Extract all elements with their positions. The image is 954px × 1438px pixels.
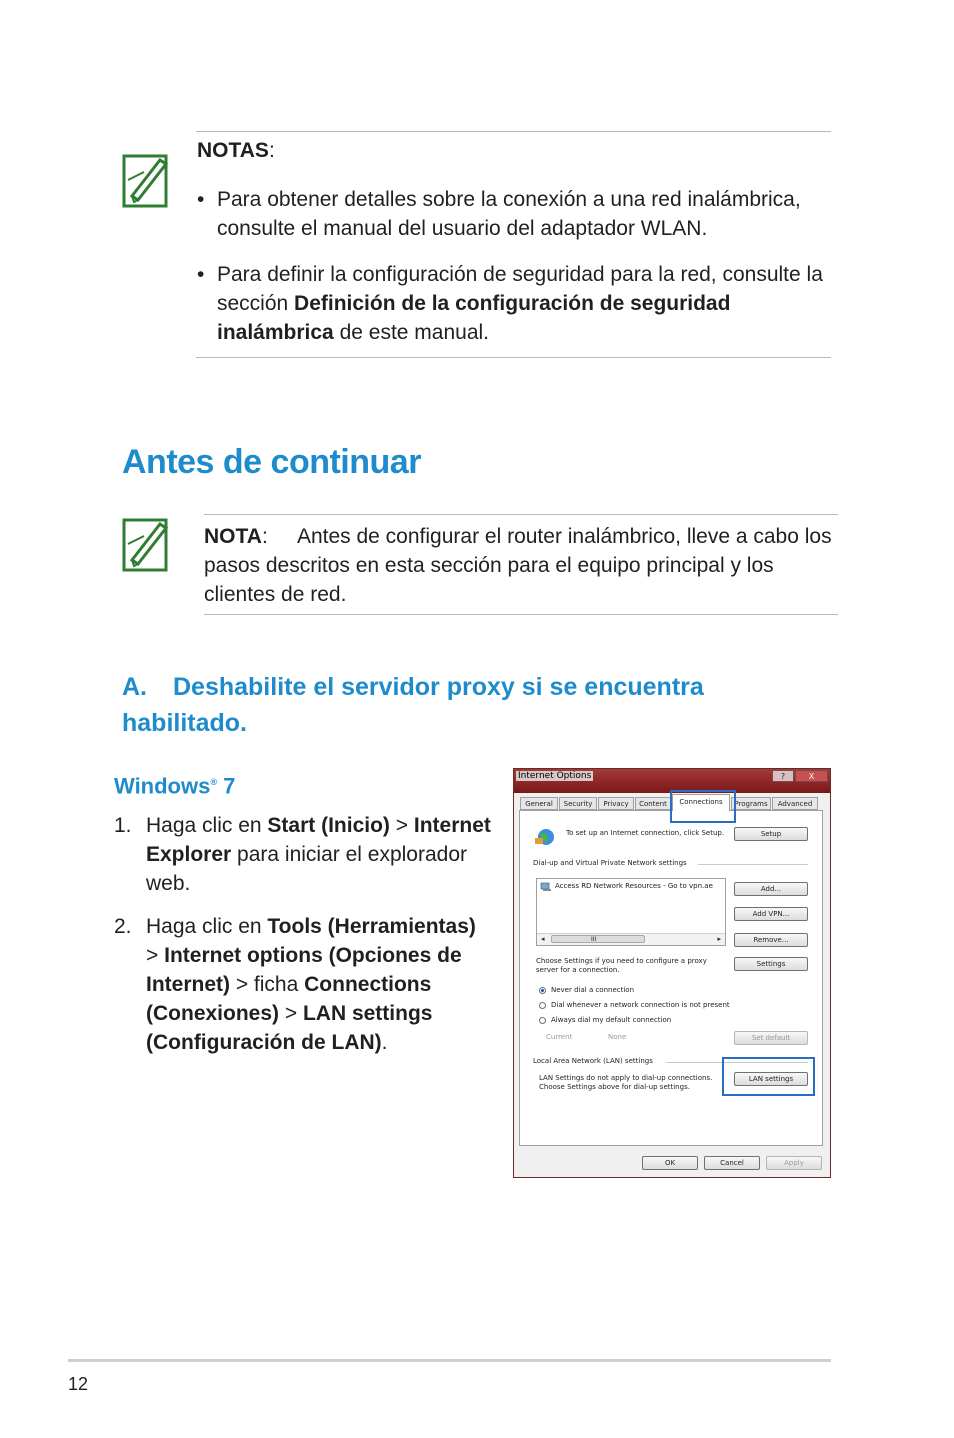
subsection-letter: A. [122,673,147,701]
close-button[interactable]: X [795,770,828,782]
notes-top-rule [196,131,831,132]
radio-always-dial-label: Always dial my default connection [551,1016,672,1024]
note-pencil-icon [122,150,170,208]
notes-label: NOTAS [197,139,269,162]
step-1-text [146,811,498,898]
step-1-b2: Internet Explorer [146,814,491,866]
radio-dial-whenever[interactable] [539,1002,546,1009]
set-default-button[interactable]: Set default [734,1031,808,1045]
step-1-b1: Start (Inicio) [267,814,390,837]
step-1-t2: > [389,814,414,837]
tab-programs[interactable]: Programs [731,797,771,810]
add-vpn-button[interactable]: Add VPN... [734,907,808,921]
step-2-t3: > ficha [230,973,305,996]
bullet-1: • [197,188,205,211]
highlight-lan-settings-button [722,1057,815,1096]
help-button[interactable]: ? [772,770,794,782]
tab-connections[interactable]: Connections [672,794,730,811]
globe-icon [534,827,556,847]
step-1-t1: Haga clic en [146,814,268,837]
os-name: Windows [114,773,211,799]
scroll-thumb[interactable] [551,935,645,943]
step-2-t2: > [146,944,165,967]
scroll-thumb-grip: III [591,936,597,943]
radio-never-dial-label: Never dial a connection [551,986,635,994]
step-2-number: 2. [114,915,132,938]
dialup-group-line [698,864,808,865]
horizontal-scrollbar[interactable] [537,933,725,945]
current-label: Current [546,1033,573,1041]
internet-options-dialog [513,768,831,1178]
notes-item-2-post: de este manual. [333,321,489,344]
note2-top-rule [204,514,838,515]
setup-button[interactable]: Setup [734,827,808,841]
tab-content[interactable]: Content [635,797,671,810]
scroll-left-arrow[interactable]: ◂ [541,935,545,943]
bullet-2: • [197,263,205,286]
setup-text: To set up an Internet connection, click Setup. [566,829,725,837]
step-2-t1: Haga clic en [146,915,268,938]
step-2-b3: Connections (Conexiones) [146,973,432,1025]
settings-button[interactable]: Settings [734,957,808,971]
tab-security[interactable]: Security [559,797,597,810]
os-reg: ® [210,777,217,787]
connection-list-item[interactable]: Access RD Network Resources - Go to vpn.ae [555,882,713,890]
dialup-group-label: Dial-up and Virtual Private Network settings [533,859,687,867]
step-2-t4: > [279,1002,303,1025]
step-2-t5: . [381,1031,388,1054]
step-2-b2: Internet options (Opciones de Internet) [146,944,462,996]
lan-settings-button[interactable]: LAN settings [734,1072,808,1086]
connection-list[interactable] [536,878,726,946]
notes-label-line: NOTAS: [197,139,275,162]
step-2-text [146,912,486,1057]
scroll-right-arrow[interactable]: ▸ [717,935,721,943]
step-2-b4: LAN settings (Configuración de LAN) [146,1002,433,1054]
notes-item-1: Para obtener detalles sobre la conexión a una red inalámbrica, consulte el manual del usuario del adaptador WLAN. [217,188,801,240]
proxy-text: Choose Settings if you need to configure a proxy server for a connection. [536,957,707,974]
os-heading [114,768,235,800]
notes-item-2 [217,260,837,347]
step-1-number: 1. [114,814,132,837]
subsection-title-line1: Deshabilite el servidor proxy si se encuentra [173,673,704,701]
subsection-heading [122,669,822,741]
cancel-button[interactable]: Cancel [704,1156,760,1170]
radio-dial-whenever-label: Dial whenever a network connection is not present [551,1001,730,1009]
step-1-t3: para iniciar el explorador web. [146,843,467,895]
section-title: Antes de continuar [122,443,421,481]
radio-never-dial[interactable] [539,987,546,994]
dialog-title: Internet Options [518,771,592,781]
radio-always-dial[interactable] [539,1017,546,1024]
note2-label: NOTA [204,525,262,548]
tab-advanced[interactable]: Advanced [772,797,818,810]
ok-button[interactable]: OK [642,1156,698,1170]
page-number: 12 [68,1374,89,1394]
subsection-title-line2: habilitado. [122,709,247,737]
os-version: 7 [217,773,236,799]
network-connection-icon [540,882,552,892]
tab-privacy[interactable]: Privacy [598,797,634,810]
add-button[interactable]: Add... [734,882,808,896]
current-value: None [608,1033,627,1041]
footer-rule [68,1359,831,1362]
tab-general[interactable]: General [520,797,558,810]
step-2-b1: Tools (Herramientas) [267,915,476,938]
lan-group-label: Local Area Network (LAN) settings [533,1057,653,1065]
notes-item-2-bold: Definición de la configuración de seguridad inalámbrica [217,292,731,344]
note-pencil-icon [122,514,170,572]
note2-text: NOTA: Antes de configurar el router inalámbrico, lleve a cabo los pasos descritos en esta sección para el equipo principal y los clientes de red. [204,525,832,606]
remove-button[interactable]: Remove... [734,933,808,947]
notes-bottom-rule [196,357,831,358]
lan-text: LAN Settings do not apply to dial-up connections. Choose Settings above for dial-up settings. [539,1074,713,1091]
note2-bottom-rule [204,614,838,615]
apply-button[interactable]: Apply [766,1156,822,1170]
note2-body: Antes de configurar el router inalámbrico, lleve a cabo los pasos descritos en esta sección para el equipo principal y los clientes de red. [204,525,832,606]
notes-item-2-pre: Para definir la configuración de seguridad para la red, consulte la sección [217,263,823,315]
